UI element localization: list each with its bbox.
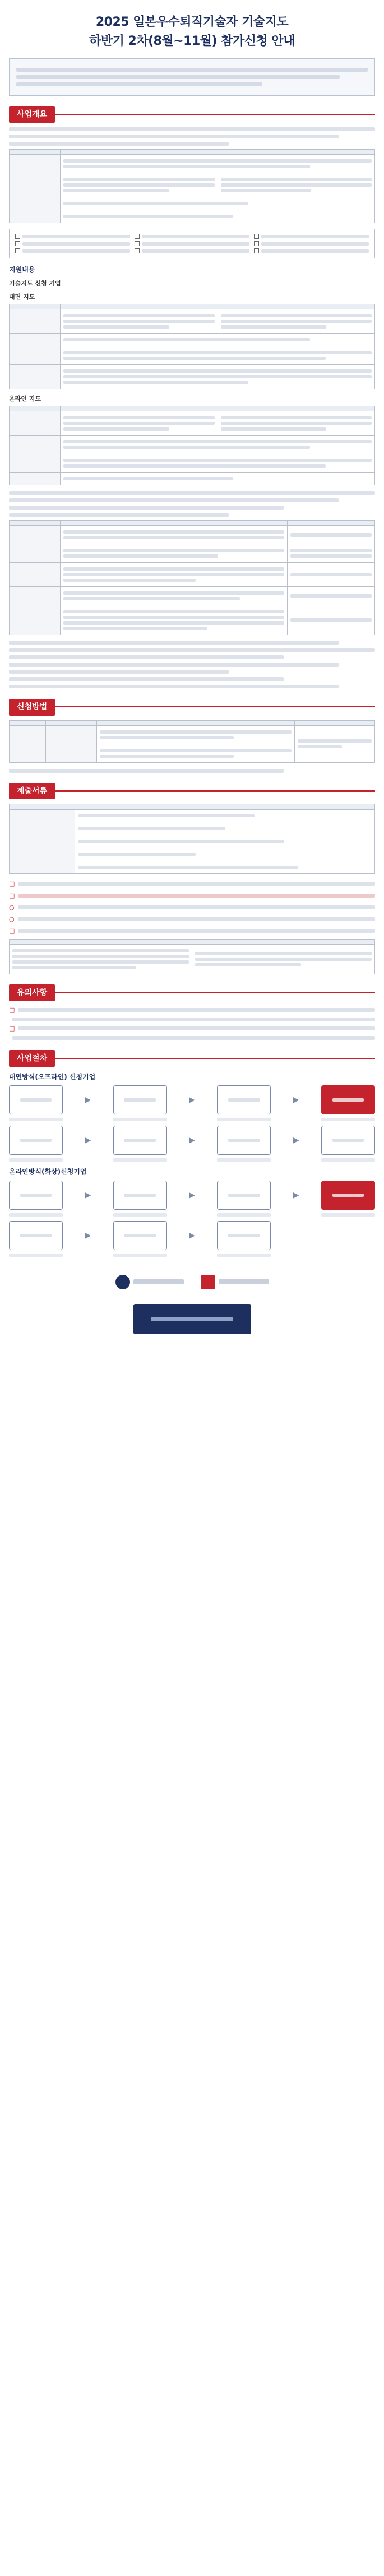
online-table [9, 406, 375, 485]
support-text [9, 491, 375, 517]
apply-note [9, 769, 375, 773]
section-overview-title: 사업개요 [9, 106, 55, 123]
section-notes [9, 984, 375, 1001]
subhead-offline: 대면 지도 [9, 293, 35, 301]
application-notice: □ □ ○ ○ □ [9, 880, 375, 936]
contact-table [9, 804, 375, 874]
subhead-online: 온라인 지도 [9, 395, 41, 403]
section-apply-title: 신청방법 [9, 699, 55, 715]
section-reference-title: 제출서류 [9, 783, 55, 799]
section-apply [9, 699, 375, 715]
flow-b-row1: ▶ ▶ ▶ [9, 1181, 375, 1210]
subhead-tech-guidance: 기술지도 신청 기업 [9, 280, 61, 288]
section-reference [9, 783, 375, 799]
footer-logos [9, 1269, 375, 1295]
footnotes [9, 641, 375, 688]
section-process-title: 사업절차 [9, 1050, 55, 1067]
offline-table [9, 304, 375, 389]
kicf-emblem-icon [201, 1275, 215, 1289]
intro-box [9, 58, 375, 96]
section-overview [9, 106, 375, 123]
overview-table [9, 149, 375, 223]
flow-b-title: 온라인방식(화상)신청기업 [9, 1168, 87, 1176]
flow-a-row1: ▶ ▶ ▶ [9, 1085, 375, 1114]
support-table [9, 520, 375, 635]
subhead-target: 지원내용 [9, 266, 35, 274]
page-title: 2025 일본우수퇴직기술자 기술지도 [95, 15, 289, 29]
documents-table [9, 939, 375, 974]
ministry-logo [115, 1275, 184, 1289]
overview-text [9, 127, 375, 146]
apply-banner-button[interactable] [133, 1304, 251, 1334]
flow-b-row2: ▶ ▶ [9, 1221, 375, 1250]
kicf-logo [201, 1275, 269, 1289]
flow-a-title: 대면방식(오프라인) 신청기업 [9, 1073, 96, 1081]
section-notes-title: 유의사항 [9, 984, 55, 1001]
notes-list: □ □ [9, 1006, 375, 1040]
page-subtitle: 하반기 2차(8월~11월) 참가신청 안내 [89, 34, 295, 48]
title-block [9, 10, 375, 58]
ministry-emblem-icon [115, 1275, 130, 1289]
section-process [9, 1050, 375, 1067]
flow-a-row2: ▶ ▶ ▶ [9, 1126, 375, 1155]
checkbox-grid [9, 229, 375, 258]
apply-table [9, 720, 375, 763]
